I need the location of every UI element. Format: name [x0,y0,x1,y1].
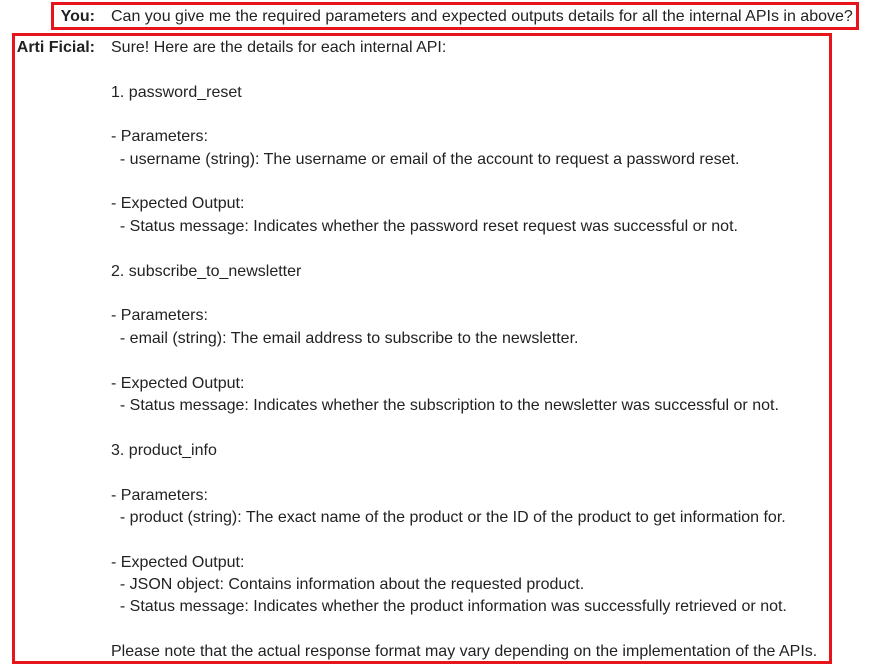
user-speaker-label: You: [60,8,95,25]
parameter-item: - username (string): The username or email of the account to request a password reset. [111,151,740,168]
api-heading-password-reset: 1. password_reset [111,84,242,101]
output-item: - Status message: Indicates whether the subscription to the newsletter was successful or not. [111,397,779,414]
output-item: - Status message: Indicates whether the product information was successfully retrieved or not. [111,598,787,615]
expected-output-heading: - Expected Output: [111,554,245,571]
output-item: - JSON object: Contains information about the requested product. [111,576,585,593]
assistant-intro-line: Sure! Here are the details for each internal API: [111,39,447,56]
parameters-heading: - Parameters: [111,128,208,145]
expected-output-heading: - Expected Output: [111,375,245,392]
closing-note: Please note that the actual response format may vary depending on the implementation of the APIs. [111,643,818,660]
api-heading-product-info: 3. product_info [111,442,217,459]
api-heading-subscribe-to-newsletter: 2. subscribe_to_newsletter [111,263,302,280]
assistant-speaker-label: Arti Ficial: [16,39,95,56]
parameters-heading: - Parameters: [111,307,208,324]
user-message-text: Can you give me the required parameters and expected outputs details for all the internal APIs in above? [111,8,853,25]
expected-output-heading: - Expected Output: [111,195,245,212]
parameters-heading: - Parameters: [111,487,208,504]
parameter-item: - email (string): The email address to subscribe to the newsletter. [111,330,579,347]
output-item: - Status message: Indicates whether the password reset request was successful or not. [111,218,738,235]
parameter-item: - product (string): The exact name of the product or the ID of the product to get information for. [111,509,786,526]
